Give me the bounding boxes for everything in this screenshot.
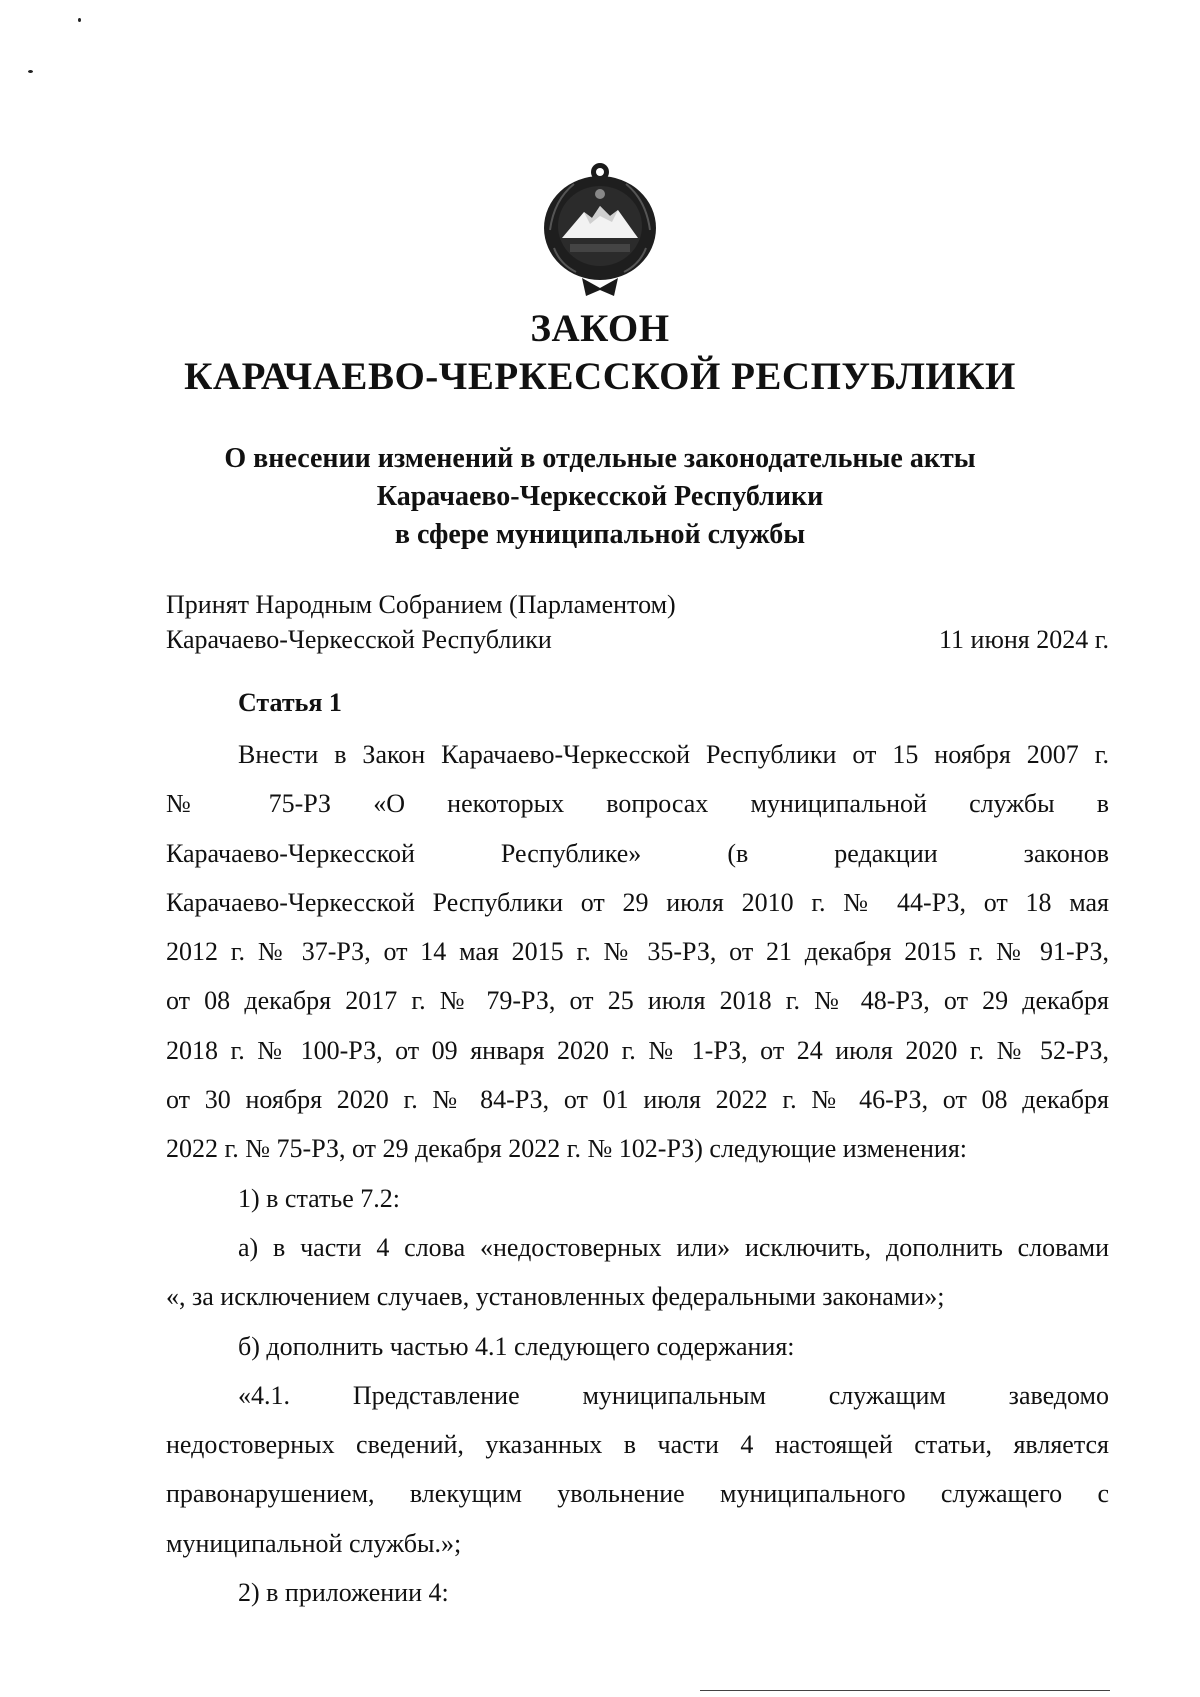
subject-line: Карачаево-Черкесской Республики: [376, 481, 824, 512]
body-line: Карачаево-Черкесской Республике» (в редакции законов: [166, 838, 1109, 868]
republic-title: КАРАЧАЕВО-ЧЕРКЕССКОЙ РЕСПУБЛИКИ: [184, 355, 1016, 398]
body-line: 2) в приложении 4:: [238, 1578, 449, 1608]
scan-speck: [28, 70, 33, 73]
coat-of-arms-emblem: [540, 160, 660, 300]
body-line: «, за исключением случаев, установленных федеральными законами»;: [166, 1282, 945, 1312]
body-line: 2018 г. № 100-РЗ, от 09 января 2020 г. № 1-РЗ, от 24 июля 2020 г. № 52-РЗ,: [166, 1035, 1109, 1065]
adoption-line: Принят Народным Собранием (Парламентом): [166, 590, 676, 619]
footer-rule: [700, 1690, 1110, 1691]
body-line: 2022 г. № 75-РЗ, от 29 декабря 2022 г. № 102-РЗ) следующие изменения:: [166, 1134, 968, 1164]
adoption-block: [166, 587, 1109, 657]
scan-speck: [78, 18, 81, 22]
body-line: а) в части 4 слова «недостоверных или» исключить, дополнить словами: [238, 1232, 1109, 1262]
subject-line: в сфере муниципальной службы: [394, 519, 806, 550]
body-line: Внести в Закон Карачаево-Черкесской Республики от 15 ноября 2007 г.: [238, 740, 1109, 769]
body-line: от 30 ноября 2020 г. № 84-РЗ, от 01 июля 2022 г. № 46-РЗ, от 08 декабря: [166, 1085, 1109, 1115]
adoption-date: 11 июня 2024 г.: [939, 625, 1109, 654]
body-line: б) дополнить частью 4.1 следующего содержания:: [238, 1331, 795, 1361]
body-line: «4.1. Представление муниципальным служащим заведомо: [238, 1380, 1109, 1410]
article-body: [166, 730, 1109, 1617]
adoption-line: Карачаево-Черкесской Республики: [166, 625, 552, 654]
body-line: от 08 декабря 2017 г. № 79-РЗ, от 25 июля 2018 г. № 48-РЗ, от 29 декабря: [166, 986, 1109, 1016]
body-line: 2012 г. № 37-РЗ, от 14 мая 2015 г. № 35-РЗ, от 21 декабря 2015 г. № 91-РЗ,: [166, 937, 1109, 967]
body-line: недостоверных сведений, указанных в части 4 настоящей статьи, является: [166, 1430, 1109, 1460]
law-title: ЗАКОН: [530, 307, 670, 350]
body-line: Карачаево-Черкесской Республики от 29 июля 2010 г. № 44-РЗ, от 18 мая: [166, 887, 1109, 917]
subject-line: О внесении изменений в отдельные законодательные акты: [224, 443, 976, 474]
article-heading: Статья 1: [238, 688, 342, 717]
body-line: № 75-РЗ «О некоторых вопросах муниципальной службы в: [166, 789, 1109, 819]
law-subject: [0, 440, 1200, 554]
body-line: правонарушением, влекущим увольнение муниципального служащего с: [166, 1479, 1109, 1509]
body-line: муниципальной службы.»;: [166, 1528, 462, 1558]
body-line: 1) в статье 7.2:: [238, 1183, 401, 1213]
